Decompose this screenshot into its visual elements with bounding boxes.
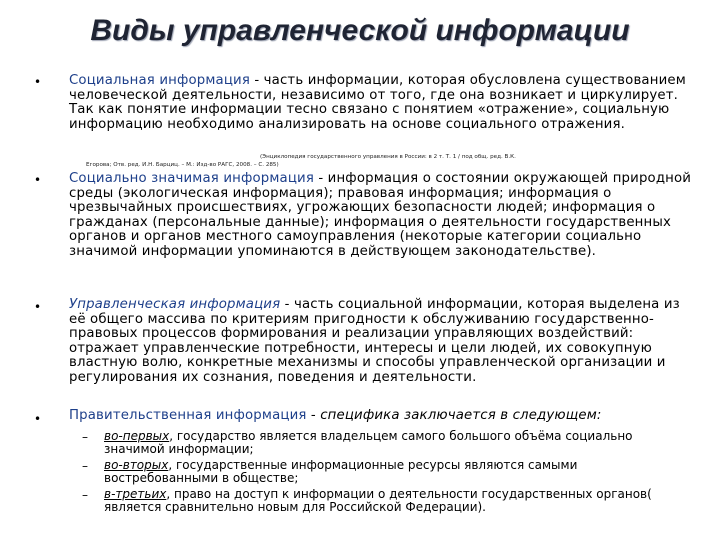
definition-text: - информация о состоянии окружающей природной среды (экологическая информация); правовая информация; информация о чрезвычайных происшествиях, угрожающих безопасности людей; информация о гражданах (персональные данные); информация о деятельности государственных органов и органов местного самоуправления (некоторые категории социально значимой информации упоминаются в действующем законодательстве). xyxy=(69,171,692,259)
dash-marker: – xyxy=(82,459,88,473)
citation xyxy=(86,154,626,169)
dash-marker: – xyxy=(82,430,88,444)
definition-text: - часть социальной информации, которая выделена из её общего массива по критериям пригодности к обслуживанию государственно-правовых процессов формирования и реализации управляющих воздействий: отражает управленческие потребности, интересы и цели людей, их совокупную властную волю, конкретные механизмы и способы управленческой организации и регулирования их сознания, поведения и деятельности. xyxy=(69,297,680,385)
sub-item-text: , право на доступ к информации о деятельности государственных органов( является сравнительно новым для Российской Федерации). xyxy=(104,487,652,515)
list-item-socially-significant-info xyxy=(69,172,695,260)
sub-item-first xyxy=(104,430,664,457)
bullet-marker: • xyxy=(34,300,42,314)
sub-item-text: , государственные информационные ресурсы являются самыми востребованными в обществе; xyxy=(104,458,578,486)
list-item-social-info xyxy=(69,74,695,132)
definition-text: - часть информации, которая обусловлена существованием человеческой деятельности, независимо от того, где она возникает и циркулирует. Так как понятие информации тесно связано с понятием «отражение», социальную информацию необходимо анализировать на основе социального отражения. xyxy=(69,73,686,132)
sub-item-second xyxy=(104,459,664,486)
list-item-government-info xyxy=(69,409,695,424)
bullet-marker: • xyxy=(34,75,42,89)
sub-item-keyword: во-вторых xyxy=(104,458,169,472)
definition-text: - xyxy=(306,408,321,423)
sub-item-keyword: в-третьих xyxy=(104,487,167,501)
sub-item-third xyxy=(104,488,664,515)
sub-item-keyword: во-первых xyxy=(104,429,170,443)
sub-item-text: , государство является владельцем самого большого объёма социально значимой информации; xyxy=(104,429,633,457)
term-socially-significant-info: Социально значимая информация xyxy=(69,171,314,186)
citation-line-1: (Энциклопедия государственного управления в России: в 2 т. Т. 1 / под общ. ред. В.К. xyxy=(260,154,516,160)
slide-title: Виды управленческой информации xyxy=(90,14,630,47)
term-management-info: Управленческая информация xyxy=(69,297,281,312)
list-item-management-info xyxy=(69,298,695,386)
term-government-info: Правительственная информация xyxy=(69,408,307,423)
term-social-info: Социальная информация xyxy=(69,73,250,88)
specifics-intro: специфика заключается в следующем: xyxy=(320,408,602,423)
citation-line-2: Егорова; Отв. ред. И.Н. Барциц. – М.: Изд-во РАГС, 2008. – С. 285) xyxy=(86,161,279,168)
dash-marker: – xyxy=(82,488,88,502)
bullet-marker: • xyxy=(34,412,42,426)
bullet-marker: • xyxy=(34,173,42,187)
